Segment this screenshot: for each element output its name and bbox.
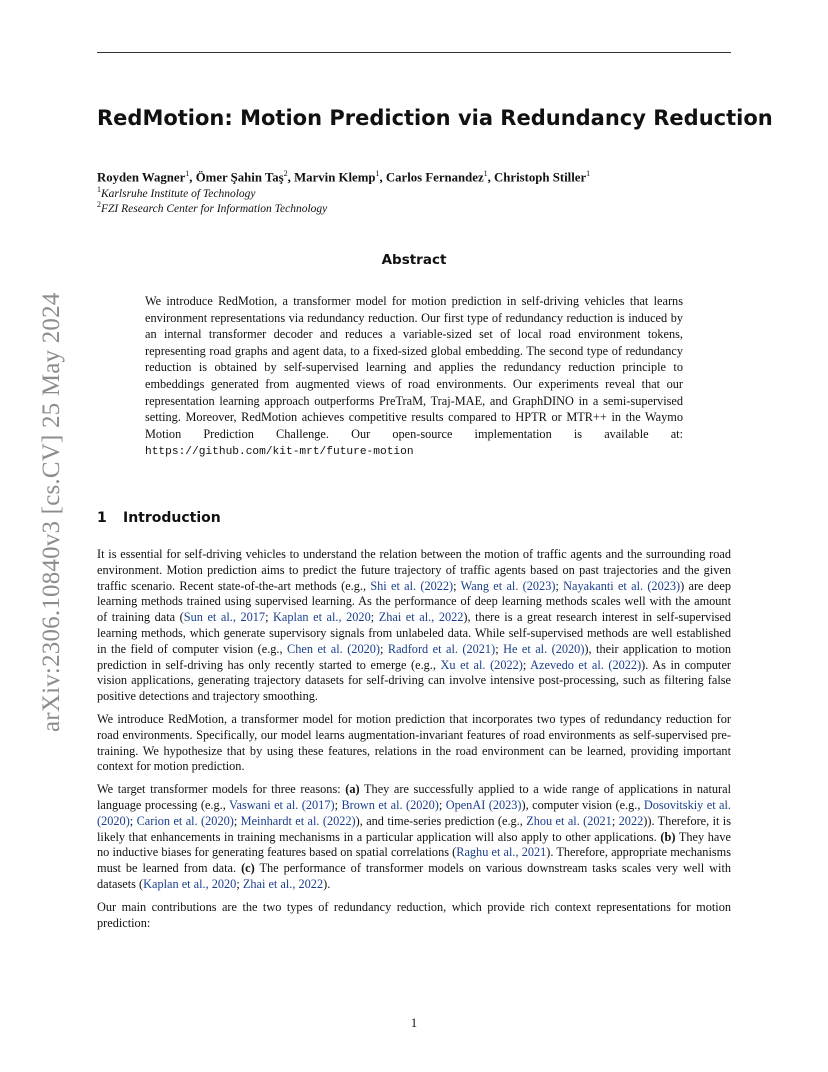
- abstract-body: We introduce RedMotion, a transformer model for motion prediction in self-driving vehicles that learns environment representations via redundancy reduction. Our first type of redundancy reduction is induced by an internal transformer decoder and reduces a variable-sized set of local road environment tokens, representing road graphs and agent data, to a fixed-sized global embedding. The second type of redundancy reduction is obtained by self-supervised learning and applies the redundancy reduction principle to embeddings generated from augmented views of road environments. Our experiments reveal that our representation learning approach outperforms PreTraM, Traj-MAE, and GraphDINO in a semi-supervised setting. Moreover, RedMotion achieves competitive results compared to HPTR or MTR++ in the Waymo Motion Prediction Challenge. Our open-source implementation is available at:: [145, 294, 683, 441]
- citation-link[interactable]: Dosovitskiy et al. (2020): [97, 797, 731, 828]
- text-run: ) are deep learning methods trained using supervised learning. As the performance of deep learning methods scales well with the amount of training data (: [97, 578, 731, 625]
- citation-link[interactable]: Nayakanti et al. (2023): [563, 578, 681, 593]
- author-name: Christoph Stiller: [494, 170, 587, 185]
- abstract-heading: Abstract: [381, 252, 447, 268]
- text-run: It is essential for self-driving vehicles to understand the relation between the motion of traffic agents and the surrounding road environment. Motion prediction aims to predict the future trajectory of traffic agents based on past trajectories and the given traffic scenario. Recent state-of-the-art methods (e.g.,: [97, 547, 731, 593]
- list-marker: (c): [241, 861, 255, 876]
- citation-link[interactable]: Shi et al. (2022): [370, 578, 454, 593]
- citation-link[interactable]: Sun et al., 2017: [183, 610, 266, 625]
- section-number: 1: [97, 510, 107, 526]
- citation-link[interactable]: Zhai et al., 2022: [378, 610, 464, 625]
- author-list: Royden Wagner$^1$, Ömer Şahin Taş$^2$, Marvin Klemp$^1$, Carlos Fernandez$^1$, Christoph Stiller$^1$: [97, 169, 591, 185]
- citation-link[interactable]: Wang et al. (2023): [460, 578, 556, 593]
- text-run: They are successfully applied to a wide range of applications in natural language processing (e.g.,: [97, 782, 732, 812]
- affiliation-mark: 1: [586, 169, 591, 178]
- author-name: Ömer Şahin Taş: [195, 170, 284, 185]
- citation-link[interactable]: Azevedo et al. (2022): [530, 657, 642, 672]
- list-marker: (b): [660, 829, 676, 844]
- citation-link[interactable]: Chen et al. (2020): [287, 641, 380, 656]
- text-run: ), their application to motion prediction in self-driving has only recently started to emerge (e.g.,: [97, 641, 732, 672]
- citation-link[interactable]: Brown et al. (2020): [341, 797, 439, 812]
- text-run: The performance of transformer models on various downstream tasks scales very well with datasets (: [97, 861, 732, 891]
- text-run: We target transformer models for three reasons:: [97, 782, 341, 797]
- citation-link[interactable]: Radford et al. (2021): [387, 641, 496, 656]
- affiliation-mark: 2: [97, 200, 101, 209]
- citation-link[interactable]: OpenAI (2023): [445, 797, 522, 812]
- citation-link[interactable]: Vaswani et al. (2017): [229, 797, 335, 812]
- affiliation-1: [97, 185, 256, 200]
- affiliation-mark: 1: [375, 169, 380, 178]
- affiliation-name: FZI Research Center for Information Technology: [101, 202, 328, 215]
- abstract-text: [145, 293, 683, 461]
- author-name: Marvin Klemp: [294, 170, 376, 185]
- citation-link[interactable]: Xu et al. (2022): [440, 657, 523, 672]
- affiliation-mark: 1: [97, 185, 101, 194]
- paragraph: We introduce RedMotion, a transformer model for motion prediction that incorporates two types of redundancy reduction for road environments. Specifically, our model learns augmentation-invariant features of road environments as self-supervised pre-training. We hypothesize that by using these features, relations in the road environment can be learned, providing important context for motion prediction.: [97, 711, 731, 774]
- text-run: ). Therefore, appropriate mechanisms must be learned from data.: [97, 845, 731, 876]
- text-run: ), there is a great research interest in self-supervised learning methods, which generate supervisory signals from unlabeled data. While self-supervised methods are well established in the field of computer vision (e.g.,: [97, 610, 732, 656]
- citation-link[interactable]: Raghu et al., 2021: [456, 845, 547, 860]
- affiliation-name: Karlsruhe Institute of Technology: [101, 187, 256, 200]
- author-name: Carlos Fernandez: [385, 170, 484, 185]
- affiliation-2: [97, 200, 327, 215]
- text-run: They have no inductive biases for generating features based on spatial correlations (: [97, 829, 732, 860]
- citation-link[interactable]: He et al. (2020): [503, 641, 585, 656]
- top-rule: [97, 52, 731, 53]
- text-run: ), and time-series prediction (e.g.,: [355, 813, 523, 828]
- text-run: ). As in computer vision applications, generating trajectory datasets for self-driving can involve intensive post-processing, such as filtering false positive detections and trajectory smoothing.: [97, 657, 732, 704]
- paragraph: We target transformer models for three reasons: (a) They are successfully applied to a wide range of applications in natural language processing (e.g., Vaswani et al. (2017); Brown et al. (2020); OpenAI (2023)), computer vision (e.g., Dosovitskiy et al. (2020); Carion et al. (2020); Meinhardt et al. (2022)), and time-series prediction (e.g., Zhou et al. (2021; 2022)). Therefore, it is likely that enhancements in training mechanisms in a particular application will also apply to other applications. (b) They have no inductive biases for generating features based on spatial correlations (Raghu et al., 2021). Therefore, appropriate mechanisms must be learned from data. (c) The performance of transformer models on various downstream tasks scales very well with datasets (Kaplan et al., 2020; Zhai et al., 2022).: [97, 782, 732, 891]
- citation-link[interactable]: Kaplan et al., 2020: [143, 876, 237, 891]
- page-number: 1: [410, 1016, 418, 1030]
- text-run: ).: [323, 876, 331, 891]
- section-heading: [97, 510, 221, 526]
- citation-link[interactable]: Zhou et al. (2021: [526, 813, 612, 828]
- list-marker: (a): [345, 782, 360, 797]
- section-title: Introduction: [123, 510, 221, 526]
- citation-link[interactable]: Meinhardt et al. (2022): [240, 813, 356, 828]
- arxiv-side-stamp: arXiv:2306.10840v3 [cs.CV] 25 May 2024: [38, 292, 65, 732]
- affiliation-mark: 2: [283, 169, 288, 178]
- repository-link[interactable]: https://github.com/kit-mrt/future-motion: [145, 446, 414, 459]
- affiliation-mark: 1: [185, 169, 190, 178]
- text-run: ), computer vision (e.g.,: [521, 797, 641, 812]
- text-run: )). Therefore, it is likely that enhancements in training mechanisms in a particular application will also apply to other applications.: [97, 813, 732, 844]
- paper-title: RedMotion: Motion Prediction via Redundancy Reduction: [97, 106, 773, 130]
- citation-link[interactable]: Zhai et al., 2022: [242, 876, 324, 891]
- paragraph: It is essential for self-driving vehicles to understand the relation between the motion of traffic agents and the surrounding road environment. Motion prediction aims to predict the future trajectory of traffic agents based on past trajectories and the given traffic scenario. Recent state-of-the-art methods (e.g., Shi et al. (2022); Wang et al. (2023); Nayakanti et al. (2023)) are deep learning methods trained using supervised learning. As the performance of deep learning methods scales well with the amount of training data (Sun et al., 2017; Kaplan et al., 2020; Zhai et al., 2022), there is a great research interest in self-supervised learning methods, which generate supervisory signals from unlabeled data. While self-supervised methods are well established in the field of computer vision (e.g., Chen et al. (2020); Radford et al. (2021); He et al. (2020)), their application to motion prediction in self-driving has only recently started to emerge (e.g., Xu et al. (2022); Azevedo et al. (2022)). As in computer vision applications, generating trajectory datasets for self-driving can involve intensive post-processing, such as filtering false positive detections and trajectory smoothing.: [97, 547, 732, 704]
- paragraph: Our main contributions are the two types of redundancy reduction, which provide rich context representations for motion prediction:: [97, 899, 731, 930]
- affiliation-mark: 1: [483, 169, 488, 178]
- body-text: [97, 547, 731, 938]
- citation-link[interactable]: 2022: [618, 813, 644, 828]
- citation-link[interactable]: Kaplan et al., 2020: [273, 610, 371, 625]
- citation-link[interactable]: Carion et al. (2020): [136, 813, 234, 828]
- author-name: Royden Wagner: [97, 170, 186, 185]
